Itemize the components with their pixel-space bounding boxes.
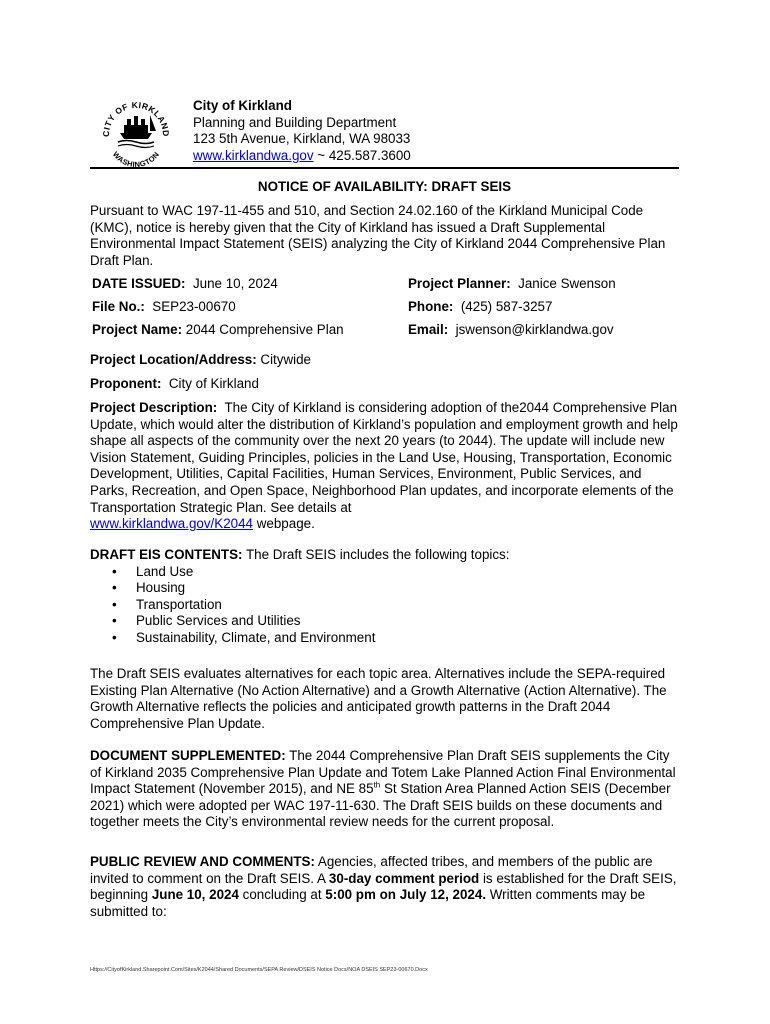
info-row [90, 322, 680, 345]
topic-label: Housing [136, 580, 186, 596]
planner-value: Janice Swenson [518, 276, 616, 291]
file-label: File No.: [92, 299, 145, 314]
supplemented-text: The 2044 Comprehensive Plan Draft SEIS supplements the City of Kirkland 2035 Comprehensive Plan Update and Totem Lake Planned Action Final Environmental Impact Statement (November 2015), and NE 85 [90, 748, 676, 797]
superscript-th: th [373, 780, 381, 790]
intro-paragraph: Pursuant to WAC 197-11-455 and 510, and Section 24.02.160 of the Kirkland Municipal Code (KMC), notice is hereby given that the City of Kirkland has issued a Draft Supplemental Environmental Impact Statement (SEIS) analyzing the City of Kirkland 2044 Comprehensive Plan Draft Plan. [90, 203, 666, 268]
phone-label: Phone: [408, 299, 454, 314]
topic-label: Land Use [136, 563, 194, 579]
start-date: June 10, 2024 [151, 887, 239, 903]
review-paragraph [90, 854, 680, 920]
proponent-label: Proponent: [90, 376, 162, 391]
supplemented-label: DOCUMENT SUPPLEMENTED: [90, 748, 286, 763]
review-text: Agencies, affected tribes, and members of the public are invited to comment on the Draft SEIS. A [90, 854, 653, 886]
description-paragraph [90, 400, 680, 533]
info-row [90, 299, 680, 322]
topic-label: Transportation [136, 596, 222, 612]
department: Planning and Building Department [193, 114, 397, 130]
bullet-icon: • [112, 596, 117, 612]
end-date: 5:00 pm on July 12, 2024. [325, 887, 487, 903]
website-link[interactable]: www.kirklandwa.gov [193, 147, 314, 163]
description-label: Project Description: [90, 400, 218, 415]
description-after: webpage. [253, 516, 315, 532]
bullet-icon: • [112, 613, 117, 629]
location-label: Project Location/Address: [90, 352, 257, 367]
address: 123 5th Avenue, Kirkland, WA 98033 [193, 131, 411, 146]
topics-list [90, 564, 680, 647]
office-phone: ~ 425.587.3600 [313, 147, 411, 163]
supplemented-paragraph [90, 748, 680, 831]
info-row [90, 276, 680, 299]
topic-item [90, 597, 680, 614]
letterhead [193, 98, 411, 164]
project-info-grid [90, 276, 680, 345]
topic-item [90, 580, 680, 597]
project-name-label: Project Name: [92, 322, 183, 337]
phone-value: (425) 587-3257 [460, 299, 553, 314]
notice-title: NOTICE OF AVAILABILITY: DRAFT SEIS [257, 179, 512, 194]
review-label: PUBLIC REVIEW AND COMMENTS: [90, 854, 315, 869]
contact-line [193, 148, 411, 165]
topic-label: Sustainability, Climate, and Environment [136, 629, 376, 645]
supplemented-text-2: St Station Area Planned Action SEIS (December 2021) which were adopted per WAC 197-11-630. The Draft SEIS builds on these documents and together meets the City’s environmental review needs for the current proposal. [90, 781, 671, 830]
planner-label: Project Planner: [408, 276, 511, 291]
review-text: Written comments may be submitted to: [90, 887, 646, 919]
review-text: concluding at [238, 887, 326, 903]
file-path-footer: Https://CityofKirkland.Sharepoint.Com/Sites/K2044/Shared Documents/SEPA Review/DSEIS Notice Docs/NOA DSEIS SEP23-00670.Docx [90, 967, 428, 973]
contents-text: The Draft SEIS includes the following topics: [246, 547, 510, 562]
contents-label: DRAFT EIS CONTENTS: [90, 547, 243, 562]
location-value: Citywide [260, 352, 312, 367]
topic-item [90, 630, 680, 647]
bullet-icon: • [112, 629, 117, 645]
email-label: Email: [408, 322, 449, 337]
description-text: The City of Kirkland is considering adoption of the2044 Comprehensive Plan Update, which would alter the distribution of Kirkland’s population and employment growth and help shape all aspects of the community over the next 20 years (to 2044). The update will include new Vision Statement, Guiding Principles, policies in the Land Use, Housing, Transportation, Economic Development, Utilities, Capital Facilities, Human Services, Environment, Public Services, and Parks, Recreation, and Open Space, Neighborhood Plan updates, and incorporate elements of the Transportation Strategic Plan. See details at [90, 400, 678, 515]
comment-period: 30-day comment period [328, 870, 480, 886]
city-seal-logo [100, 95, 172, 167]
topic-item [90, 613, 680, 630]
date-label: DATE ISSUED: [92, 276, 186, 291]
topic-item [90, 564, 680, 581]
alternatives-paragraph: The Draft SEIS evaluates alternatives for each topic area. Alternatives include the SEPA-required Existing Plan Alternative (No Action Alternative) and a Growth Alternative (Action Alternative). The Growth Alternative reflects the policies and anticipated growth patterns in the Draft 2044 Comprehensive Plan Update. [90, 666, 667, 731]
review-text: is established for the Draft SEIS, beginning [90, 870, 677, 903]
k2044-link[interactable]: www.kirklandwa.gov/K2044 [90, 516, 254, 532]
project-name-value: 2044 Comprehensive Plan [185, 322, 344, 337]
location-line [90, 352, 680, 369]
bullet-icon: • [112, 563, 117, 579]
proponent-line [90, 376, 680, 393]
topic-label: Public Services and Utilities [136, 613, 301, 629]
svg-text:WASHINGTON: WASHINGTON [110, 149, 162, 167]
svg-text:CITY OF KIRKLAND: CITY OF KIRKLAND [100, 99, 172, 138]
date-value: June 10, 2024 [192, 276, 278, 291]
proponent-value: City of Kirkland [168, 376, 259, 391]
org-name: City of Kirkland [193, 98, 292, 113]
email-value[interactable]: jswenson@kirklandwa.gov [455, 322, 614, 337]
header-divider [90, 167, 679, 169]
bullet-icon: • [112, 580, 117, 596]
file-value: SEP23-00670 [152, 299, 236, 314]
contents-section [90, 547, 680, 647]
